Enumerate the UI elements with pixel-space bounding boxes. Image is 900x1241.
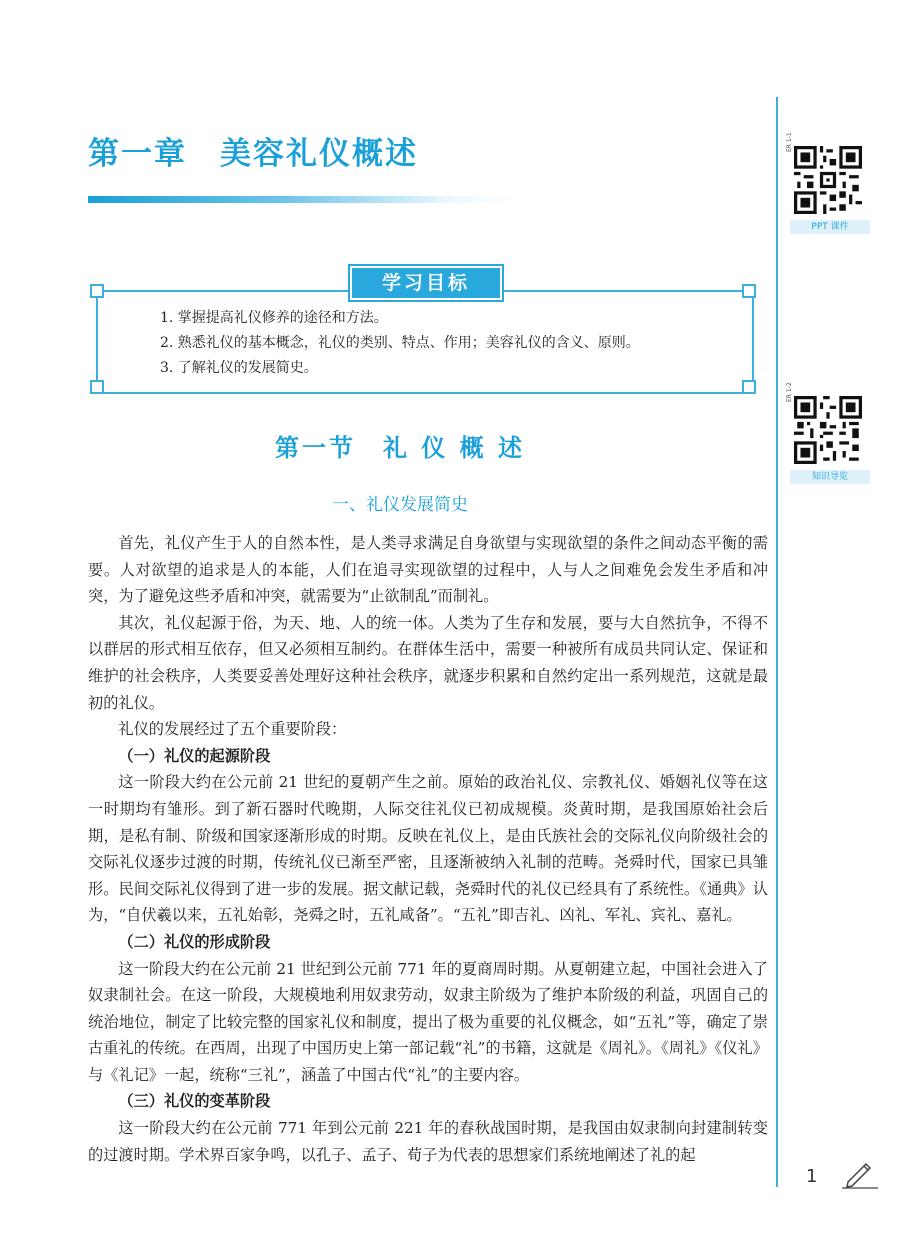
qr-label: 知识导览 (790, 470, 870, 484)
qr-id: ER 1-1 (786, 132, 793, 152)
frame-corner-ornament (90, 284, 104, 298)
page-number: 1 (806, 1166, 818, 1187)
frame-corner-ornament (742, 380, 756, 394)
qr-code-icon[interactable] (794, 146, 862, 214)
margin-divider-line (776, 97, 778, 1187)
paragraph: 其次，礼仪起源于俗，为天、地、人的统一体。人类为了生存和发展，要与大自然抗争，不得不以群居的形式相互依存，但又必须相互制约。在群体生活中，需要一种被所有成员共同认定、保证和维护的社会秩序，人类要妥善处理好这种社会秩序，就逐步积累和自然约定出一系列规范，这就是最初的礼仪。 (88, 613, 768, 712)
body-text (88, 530, 768, 1168)
paragraph: 这一阶段大约在公元前 771 年到公元前 221 年的春秋战国时期，是我国由奴隶制向封建制转变的过渡时期。学术界百家争鸣，以孔子、孟子、荀子为代表的思想家们系统地阐述了礼的起 (88, 1119, 768, 1164)
learning-goal-item: 2. 熟悉礼仪的基本概念，礼仪的类别、特点、作用；美容礼仪的含义、原则。 (160, 335, 640, 351)
learning-goal-item: 1. 掌握提高礼仪修养的途径和方法。 (160, 310, 388, 326)
qr-code-icon[interactable] (794, 396, 862, 464)
frame-corner-ornament (90, 380, 104, 394)
learning-goals-header: 学习目标 (350, 266, 502, 300)
frame-corner-ornament (742, 284, 756, 298)
paragraph: 礼仪的发展经过了五个重要阶段： (118, 720, 347, 739)
paragraph: 这一阶段大约在公元前 21 世纪到公元前 771 年的夏商周时期。从夏朝建立起，中国社会进入了奴隶制社会。在这一阶段，大规模地利用奴隶劳动，奴隶主阶级为了维护本阶级的利益，巩固自己的统治地位，制定了比较完整的国家礼仪和制度，提出了极为重要的礼仪概念，如“五礼”等，确定了崇古重礼的传统。在西周，出现了中国历史上第一部记载“礼”的书籍，这就是《周礼》。《周礼》《仪礼》与《礼记》一起，统称“三礼”，涵盖了中国古代“礼”的主要内容。 (88, 959, 768, 1084)
learning-goals-list (160, 306, 640, 381)
stage-heading: （三）礼仪的变革阶段 (118, 1092, 271, 1111)
learning-goal-item: 3. 了解礼仪的发展简史。 (160, 360, 318, 376)
stage-heading: （一）礼仪的起源阶段 (118, 746, 271, 765)
paragraph: 首先，礼仪产生于人的自然本性，是人类寻求满足自身欲望与实现欲望的条件之间动态平衡的需要。人对欲望的追求是人的本能，人们在追寻实现欲望的过程中，人与人之间难免会发生矛盾和冲突，为了避免这些矛盾和冲突，就需要为“止欲制乱”而制礼。 (88, 534, 768, 606)
section-title: 第一节 礼 仪 概 述 (274, 434, 526, 462)
title-underline-bar (88, 196, 518, 203)
qr-label: PPT 课件 (790, 220, 870, 234)
chapter-title: 第一章 美容礼仪概述 (88, 136, 418, 172)
qr-id: ER 1-2 (786, 382, 793, 402)
paragraph: 这一阶段大约在公元前 21 世纪的夏朝产生之前。原始的政治礼仪、宗教礼仪、婚姻礼仪等在这一时期均有雏形。到了新石器时代晚期，人际交往礼仪已初成规模。炎黄时期，是我国原始社会后期，是私有制、阶级和国家逐渐形成的时期。反映在礼仪上，是由氏族社会的交际礼仪向阶级社会的交际礼仪逐步过渡的时期，传统礼仪已渐至严密，且逐渐被纳入礼制的范畴。尧舜时代，国家已具雏形。民间交际礼仪得到了进一步的发展。据文献记载，尧舜时代的礼仪已经具有了系统性。《通典》认为，“自伏羲以来，五礼始彰，尧舜之时，五礼咸备”。“五礼”即吉礼、凶礼、军礼、宾礼、嘉礼。 (88, 773, 768, 925)
subsection-title: 一、礼仪发展简史 (332, 495, 468, 515)
stage-heading: （二）礼仪的形成阶段 (118, 932, 271, 951)
pen-icon (840, 1160, 880, 1190)
